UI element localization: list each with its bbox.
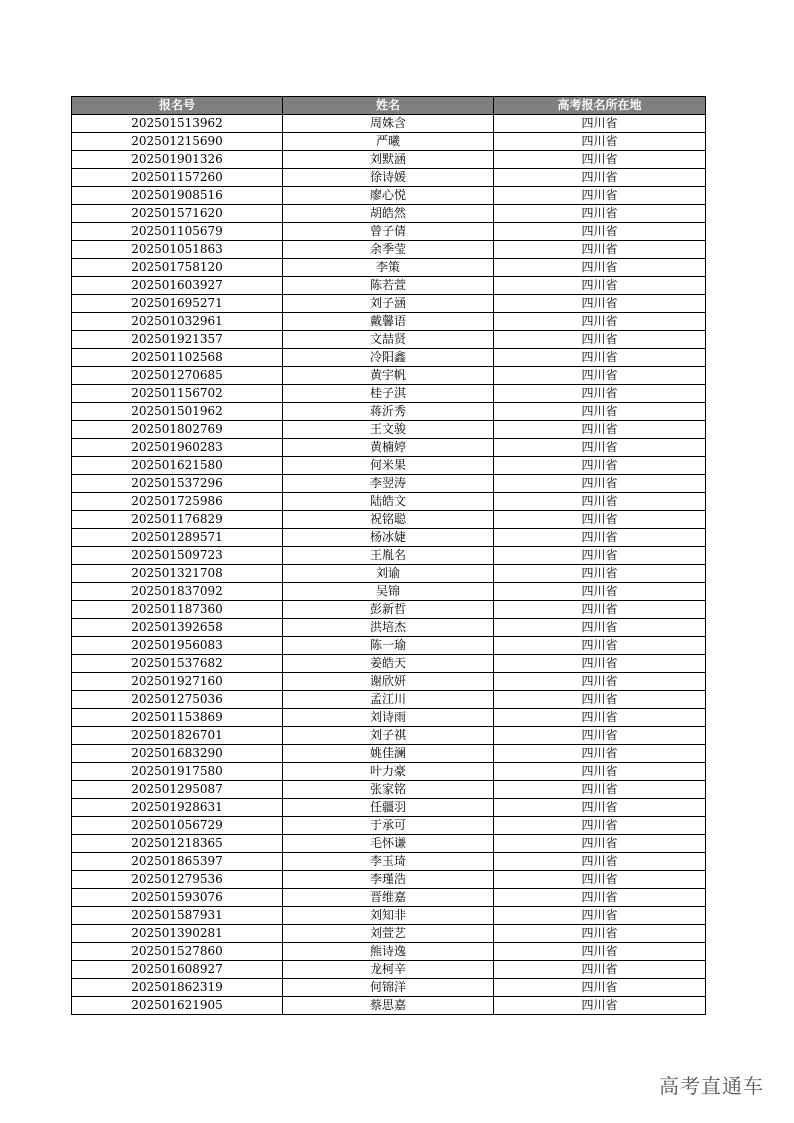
registration-number-cell: 202501218365 (72, 835, 283, 853)
table-body (72, 115, 706, 1015)
registration-location-cell: 四川省 (494, 511, 706, 529)
registration-location-cell: 四川省 (494, 889, 706, 907)
enrollment-table (71, 96, 706, 1015)
table-row (72, 655, 706, 673)
table-row (72, 331, 706, 349)
table-row (72, 943, 706, 961)
table-row (72, 889, 706, 907)
table-row (72, 691, 706, 709)
student-name-cell: 何锦洋 (283, 979, 494, 997)
table-row (72, 583, 706, 601)
registration-number-cell: 202501501962 (72, 403, 283, 421)
registration-number-cell: 202501156702 (72, 385, 283, 403)
table-row (72, 709, 706, 727)
registration-number-cell: 202501621905 (72, 997, 283, 1015)
table-row (72, 115, 706, 133)
registration-location-cell: 四川省 (494, 313, 706, 331)
student-name-cell: 严曦 (283, 133, 494, 151)
registration-number-cell: 202501392658 (72, 619, 283, 637)
table-row (72, 979, 706, 997)
student-name-cell: 于承可 (283, 817, 494, 835)
registration-location-cell: 四川省 (494, 151, 706, 169)
column-header-registration-number: 报名号 (72, 97, 283, 115)
student-name-cell: 祝铭聪 (283, 511, 494, 529)
registration-number-cell: 202501537296 (72, 475, 283, 493)
registration-location-cell: 四川省 (494, 763, 706, 781)
table-row (72, 745, 706, 763)
table-row (72, 763, 706, 781)
registration-location-cell: 四川省 (494, 673, 706, 691)
student-name-cell: 刘诗雨 (283, 709, 494, 727)
table-row (72, 169, 706, 187)
registration-location-cell: 四川省 (494, 403, 706, 421)
registration-location-cell: 四川省 (494, 853, 706, 871)
registration-number-cell: 202501176829 (72, 511, 283, 529)
student-name-cell: 黄宇帆 (283, 367, 494, 385)
student-name-cell: 刘谕 (283, 565, 494, 583)
student-name-cell: 任疆羽 (283, 799, 494, 817)
table-row (72, 781, 706, 799)
column-header-registration-location: 高考报名所在地 (494, 97, 706, 115)
student-name-cell: 李玉琦 (283, 853, 494, 871)
watermark-text: 高考直通车 (659, 1074, 764, 1098)
registration-location-cell: 四川省 (494, 349, 706, 367)
registration-location-cell: 四川省 (494, 133, 706, 151)
table-row (72, 907, 706, 925)
student-name-cell: 姚佳澜 (283, 745, 494, 763)
table-row (72, 997, 706, 1015)
registration-location-cell: 四川省 (494, 925, 706, 943)
registration-number-cell: 202501157260 (72, 169, 283, 187)
table-row (72, 619, 706, 637)
student-name-cell: 桂子淇 (283, 385, 494, 403)
registration-number-cell: 202501153869 (72, 709, 283, 727)
student-name-cell: 王文骏 (283, 421, 494, 439)
header-row (72, 97, 706, 115)
table-row (72, 241, 706, 259)
registration-number-cell: 202501927160 (72, 673, 283, 691)
student-name-cell: 刘知非 (283, 907, 494, 925)
registration-number-cell: 202501725986 (72, 493, 283, 511)
table-row (72, 205, 706, 223)
registration-location-cell: 四川省 (494, 277, 706, 295)
table-row (72, 475, 706, 493)
registration-location-cell: 四川省 (494, 961, 706, 979)
table-row (72, 439, 706, 457)
student-name-cell: 李翌涛 (283, 475, 494, 493)
student-name-cell: 张家铭 (283, 781, 494, 799)
student-name-cell: 戴馨语 (283, 313, 494, 331)
table-row (72, 925, 706, 943)
student-name-cell: 徐诗媛 (283, 169, 494, 187)
table-row (72, 493, 706, 511)
registration-number-cell: 202501621580 (72, 457, 283, 475)
registration-number-cell: 202501928631 (72, 799, 283, 817)
table-row (72, 151, 706, 169)
registration-location-cell: 四川省 (494, 745, 706, 763)
registration-location-cell: 四川省 (494, 331, 706, 349)
student-name-cell: 刘默涵 (283, 151, 494, 169)
registration-location-cell: 四川省 (494, 979, 706, 997)
registration-location-cell: 四川省 (494, 187, 706, 205)
table-row (72, 385, 706, 403)
student-name-cell: 陈一瑜 (283, 637, 494, 655)
registration-number-cell: 202501603927 (72, 277, 283, 295)
registration-number-cell: 202501527860 (72, 943, 283, 961)
registration-location-cell: 四川省 (494, 781, 706, 799)
student-name-cell: 杨冰婕 (283, 529, 494, 547)
registration-number-cell: 202501509723 (72, 547, 283, 565)
registration-number-cell: 202501960283 (72, 439, 283, 457)
student-name-cell: 彭新哲 (283, 601, 494, 619)
student-name-cell: 刘子祺 (283, 727, 494, 745)
student-name-cell: 曾子倩 (283, 223, 494, 241)
registration-number-cell: 202501695271 (72, 295, 283, 313)
student-name-cell: 文喆贤 (283, 331, 494, 349)
registration-number-cell: 202501683290 (72, 745, 283, 763)
registration-number-cell: 202501901326 (72, 151, 283, 169)
table-row (72, 601, 706, 619)
student-name-cell: 叶力豪 (283, 763, 494, 781)
registration-location-cell: 四川省 (494, 799, 706, 817)
table-row (72, 133, 706, 151)
student-name-cell: 陆皓文 (283, 493, 494, 511)
student-name-cell: 余季莹 (283, 241, 494, 259)
student-name-cell: 蒋沂秀 (283, 403, 494, 421)
student-name-cell: 李策 (283, 259, 494, 277)
registration-number-cell: 202501921357 (72, 331, 283, 349)
table-row (72, 457, 706, 475)
table-row (72, 187, 706, 205)
table-row (72, 835, 706, 853)
registration-location-cell: 四川省 (494, 817, 706, 835)
student-name-cell: 吴锦 (283, 583, 494, 601)
table-row (72, 961, 706, 979)
student-name-cell: 何米果 (283, 457, 494, 475)
table-row (72, 673, 706, 691)
registration-location-cell: 四川省 (494, 943, 706, 961)
registration-number-cell: 202501917580 (72, 763, 283, 781)
student-name-cell: 廖心悦 (283, 187, 494, 205)
registration-location-cell: 四川省 (494, 205, 706, 223)
student-name-cell: 李瑾浩 (283, 871, 494, 889)
table-row (72, 853, 706, 871)
student-name-cell: 熊诗逸 (283, 943, 494, 961)
registration-location-cell: 四川省 (494, 637, 706, 655)
table-row (72, 799, 706, 817)
student-name-cell: 姜皓天 (283, 655, 494, 673)
table-header (72, 97, 706, 115)
registration-location-cell: 四川省 (494, 223, 706, 241)
table-row (72, 547, 706, 565)
column-header-name: 姓名 (283, 97, 494, 115)
registration-location-cell: 四川省 (494, 259, 706, 277)
table-row (72, 511, 706, 529)
registration-number-cell: 202501279536 (72, 871, 283, 889)
registration-location-cell: 四川省 (494, 835, 706, 853)
table-row (72, 421, 706, 439)
student-name-cell: 胡皓然 (283, 205, 494, 223)
student-name-cell: 黄楠婷 (283, 439, 494, 457)
registration-number-cell: 202501051863 (72, 241, 283, 259)
table-row (72, 259, 706, 277)
table-row (72, 295, 706, 313)
registration-number-cell: 202501571620 (72, 205, 283, 223)
registration-location-cell: 四川省 (494, 457, 706, 475)
student-name-cell: 晋维嘉 (283, 889, 494, 907)
table-row (72, 313, 706, 331)
student-name-cell: 刘萱艺 (283, 925, 494, 943)
registration-number-cell: 202501187360 (72, 601, 283, 619)
registration-number-cell: 202501908516 (72, 187, 283, 205)
registration-location-cell: 四川省 (494, 241, 706, 259)
registration-number-cell: 202501608927 (72, 961, 283, 979)
registration-number-cell: 202501032961 (72, 313, 283, 331)
student-name-cell: 蔡思嘉 (283, 997, 494, 1015)
registration-location-cell: 四川省 (494, 997, 706, 1015)
registration-number-cell: 202501826701 (72, 727, 283, 745)
student-name-cell: 孟江川 (283, 691, 494, 709)
registration-location-cell: 四川省 (494, 907, 706, 925)
student-name-cell: 陈若萱 (283, 277, 494, 295)
registration-location-cell: 四川省 (494, 115, 706, 133)
registration-location-cell: 四川省 (494, 529, 706, 547)
registration-number-cell: 202501056729 (72, 817, 283, 835)
registration-location-cell: 四川省 (494, 583, 706, 601)
table-row (72, 871, 706, 889)
registration-number-cell: 202501275036 (72, 691, 283, 709)
table-row (72, 223, 706, 241)
table-row (72, 403, 706, 421)
registration-number-cell: 202501587931 (72, 907, 283, 925)
registration-location-cell: 四川省 (494, 547, 706, 565)
registration-number-cell: 202501289571 (72, 529, 283, 547)
registration-location-cell: 四川省 (494, 421, 706, 439)
registration-location-cell: 四川省 (494, 655, 706, 673)
registration-number-cell: 202501956083 (72, 637, 283, 655)
registration-location-cell: 四川省 (494, 295, 706, 313)
registration-number-cell: 202501321708 (72, 565, 283, 583)
registration-number-cell: 202501837092 (72, 583, 283, 601)
registration-location-cell: 四川省 (494, 601, 706, 619)
table-row (72, 367, 706, 385)
table-row (72, 277, 706, 295)
registration-number-cell: 202501295087 (72, 781, 283, 799)
student-name-cell: 毛怀谦 (283, 835, 494, 853)
registration-location-cell: 四川省 (494, 169, 706, 187)
table-row (72, 565, 706, 583)
student-name-cell: 王胤名 (283, 547, 494, 565)
registration-location-cell: 四川省 (494, 709, 706, 727)
registration-number-cell: 202501270685 (72, 367, 283, 385)
student-name-cell: 刘子涵 (283, 295, 494, 313)
student-name-cell: 冷阳鑫 (283, 349, 494, 367)
registration-number-cell: 202501593076 (72, 889, 283, 907)
registration-location-cell: 四川省 (494, 691, 706, 709)
student-name-cell: 谢欣妍 (283, 673, 494, 691)
registration-number-cell: 202501537682 (72, 655, 283, 673)
student-name-cell: 周姝含 (283, 115, 494, 133)
registration-location-cell: 四川省 (494, 475, 706, 493)
student-name-cell: 龙柯辛 (283, 961, 494, 979)
registration-location-cell: 四川省 (494, 727, 706, 745)
registration-number-cell: 202501862319 (72, 979, 283, 997)
registration-location-cell: 四川省 (494, 385, 706, 403)
registration-location-cell: 四川省 (494, 439, 706, 457)
registration-location-cell: 四川省 (494, 871, 706, 889)
registration-number-cell: 202501513962 (72, 115, 283, 133)
registration-number-cell: 202501758120 (72, 259, 283, 277)
registration-location-cell: 四川省 (494, 493, 706, 511)
table-row (72, 637, 706, 655)
registration-number-cell: 202501390281 (72, 925, 283, 943)
table-row (72, 817, 706, 835)
registration-location-cell: 四川省 (494, 367, 706, 385)
registration-location-cell: 四川省 (494, 565, 706, 583)
table-row (72, 529, 706, 547)
registration-number-cell: 202501802769 (72, 421, 283, 439)
student-name-cell: 洪培杰 (283, 619, 494, 637)
table-row (72, 349, 706, 367)
registration-number-cell: 202501102568 (72, 349, 283, 367)
registration-location-cell: 四川省 (494, 619, 706, 637)
registration-number-cell: 202501215690 (72, 133, 283, 151)
registration-number-cell: 202501865397 (72, 853, 283, 871)
registration-number-cell: 202501105679 (72, 223, 283, 241)
table-row (72, 727, 706, 745)
